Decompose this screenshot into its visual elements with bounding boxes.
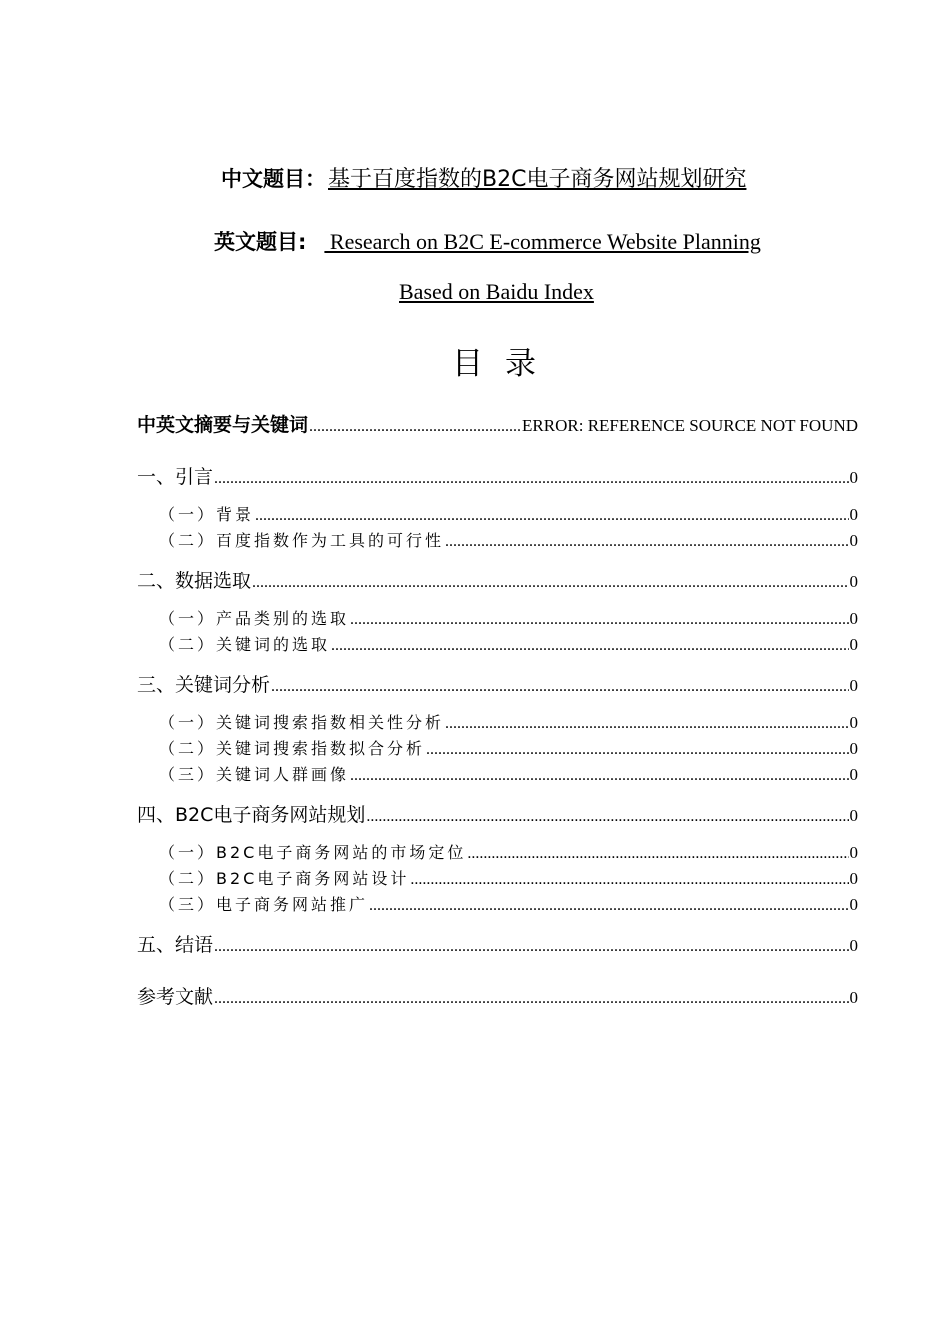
toc-entry-text: （二）B2C电子商务网站设计: [159, 869, 410, 888]
toc-entry-text: （三）电子商务网站推广: [159, 895, 369, 914]
toc-entry-market-positioning[interactable]: [159, 840, 858, 863]
toc-entry-page: 0: [849, 869, 858, 888]
english-title-value-line1: Research on B2C E-commerce Website Planning: [324, 229, 761, 254]
toc-entry-text: （二）关键词的选取: [159, 635, 331, 654]
toc-leader-dots: [426, 741, 848, 759]
toc-leader-dots: [410, 871, 848, 889]
toc-entry-page: 0: [849, 676, 858, 695]
toc-entry-text: 二、数据选取: [137, 570, 252, 592]
english-title-row-2: [340, 279, 594, 305]
english-title-label: 英文题目:: [214, 230, 307, 254]
toc-entry-page: ERROR: REFERENCE SOURCE NOT FOUND: [522, 416, 858, 435]
toc-entry-website-planning[interactable]: [137, 800, 858, 827]
toc-leader-dots: [214, 470, 848, 488]
toc-leader-dots: [214, 990, 848, 1008]
toc-leader-dots: [445, 715, 848, 733]
toc-entry-page: 0: [849, 609, 858, 628]
toc-entry-product-category[interactable]: [159, 606, 858, 629]
toc-entry-text: （三）关键词人群画像: [159, 765, 350, 784]
chinese-title-label: 中文题目：: [221, 167, 326, 191]
toc-heading: 目录: [452, 346, 558, 382]
english-title-row: [214, 226, 761, 256]
toc-entry-page: 0: [849, 936, 858, 955]
toc-entry-text: 三、关键词分析: [137, 674, 271, 696]
toc-entry-correlation-analysis[interactable]: [159, 710, 858, 733]
toc-leader-dots: [214, 938, 848, 956]
toc-entry-conclusion[interactable]: [137, 930, 858, 957]
toc-leader-dots: [350, 611, 848, 629]
toc-leader-dots: [255, 507, 848, 525]
toc-entry-background[interactable]: [159, 502, 858, 525]
toc-leader-dots: [366, 808, 848, 826]
toc-entry-text: 四、B2C电子商务网站规划: [137, 804, 366, 826]
toc-entry-keyword-analysis[interactable]: [137, 670, 858, 697]
toc-entry-text: （一）背景: [159, 505, 255, 524]
toc-entry-website-design[interactable]: [159, 866, 858, 889]
toc-leader-dots: [252, 574, 848, 592]
chinese-title-value: 基于百度指数的B2C电子商务网站规划研究: [328, 167, 747, 192]
toc-entry-introduction[interactable]: [137, 462, 858, 489]
toc-entry-page: 0: [849, 531, 858, 550]
toc-entry-user-portrait[interactable]: [159, 762, 858, 785]
toc-entry-page: 0: [849, 713, 858, 732]
toc-entry-text: （一）关键词搜索指数相关性分析: [159, 713, 445, 732]
toc-entry-text: 一、引言: [137, 466, 214, 488]
toc-entry-page: 0: [849, 843, 858, 862]
toc-entry-text: 中英文摘要与关键词: [137, 414, 309, 436]
toc-entry-references[interactable]: [137, 982, 858, 1009]
toc-leader-dots: [445, 533, 848, 551]
toc-entry-fitting-analysis[interactable]: [159, 736, 858, 759]
toc-entry-page: 0: [849, 895, 858, 914]
toc-entry-page: 0: [849, 988, 858, 1007]
toc-entry-text: 五、结语: [137, 934, 214, 956]
toc-entry-page: 0: [849, 505, 858, 524]
english-title-value-line2: Based on Baidu Index: [399, 279, 594, 304]
toc-leader-dots: [331, 637, 848, 655]
toc-entry-page: 0: [849, 806, 858, 825]
toc-entry-website-promotion[interactable]: [159, 892, 858, 915]
toc-entry-text: 参考文献: [137, 986, 214, 1008]
toc-leader-dots: [467, 845, 848, 863]
toc-entry-text: （一）产品类别的选取: [159, 609, 350, 628]
toc-entry-page: 0: [849, 468, 858, 487]
toc-entry-text: （一）B2C电子商务网站的市场定位: [159, 843, 467, 862]
toc-leader-dots: [350, 767, 848, 785]
toc-entry-abstract[interactable]: [137, 410, 858, 437]
toc-entry-text: （二）百度指数作为工具的可行性: [159, 531, 445, 550]
toc-entry-keyword-selection[interactable]: [159, 632, 858, 655]
toc-entry-data-selection[interactable]: [137, 566, 858, 593]
chinese-title-row: [221, 162, 746, 193]
toc-entry-feasibility[interactable]: [159, 528, 858, 551]
toc-leader-dots: [369, 897, 848, 915]
toc-leader-dots: [309, 418, 521, 436]
toc-leader-dots: [271, 678, 848, 696]
toc-entry-page: 0: [849, 572, 858, 591]
toc-entry-page: 0: [849, 635, 858, 654]
toc-entry-page: 0: [849, 739, 858, 758]
toc-entry-page: 0: [849, 765, 858, 784]
toc-entry-text: （二）关键词搜索指数拟合分析: [159, 739, 426, 758]
